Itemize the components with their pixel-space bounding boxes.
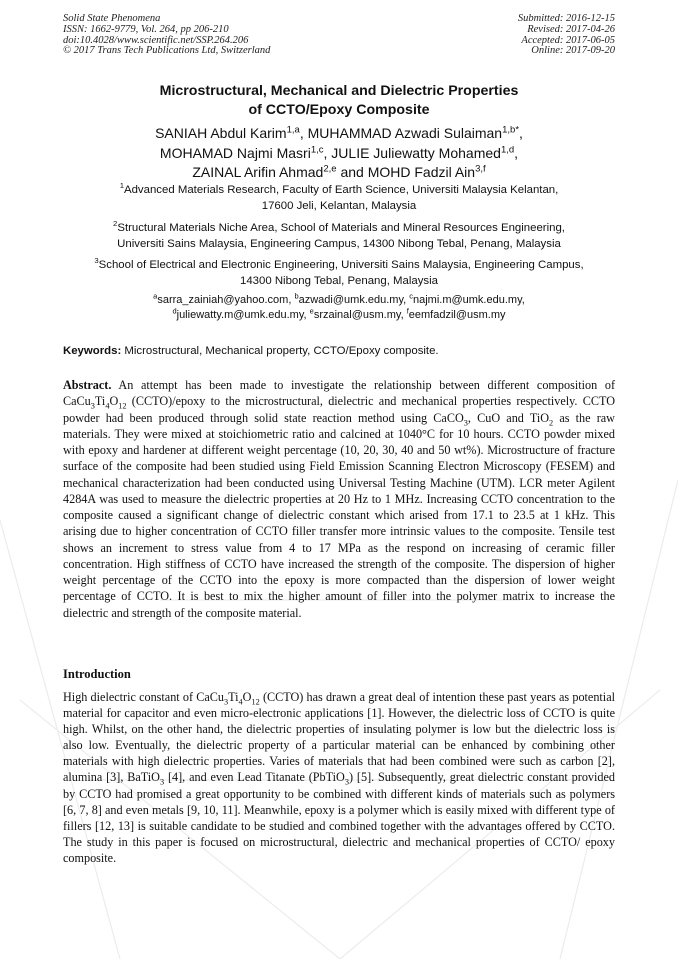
keywords-label: Keywords: — [63, 345, 122, 357]
introduction-body: High dielectric constant of $CaCu_3Ti_4O_{12}$ (CCTO) has drawn a great deal of intention these past years as potential material for capacitor and even micro-electronic applications [1]. However, the dielectric loss of CCTO is quite high. Whilst, on the other hand, the dielectric properties of insulating polymer is low but the dielectric loss is also low. Eventually, the dielectric property of a particular material can be enhanced by combining other materials with high dielectric properties. Varies of materials that had been combined were such as carbon [2], alumina [3], BaTiO$_3$ [4], and even Lead Titanate (PbTiO$_3$) [5]. Subsequently, great dielectric constant provided by CCTO had promised a great opportunity to be combined with different kinds of materials such as polymers [6, 7, 8] and even metals [9, 10, 11]. Meanwhile, epoxy is a polymer which is easily mixed with different type of fillers [12, 13] is suitable candidate to be studied and combined together with the advantages offered by CCTO. The study in this paper is focused on microstructural, dielectric and mechanical properties of CCTO/ epoxy composite. — [63, 690, 615, 865]
keywords-text: Microstructural, Mechanical property, CCTO/Epoxy composite. — [124, 345, 439, 357]
email-link[interactable]: azwadi@umk.edu.my, — [298, 294, 407, 306]
introduction-heading: Introduction — [63, 667, 131, 681]
keywords — [63, 344, 619, 359]
online-date: Online: 2017-09-20 — [531, 45, 615, 57]
email-link[interactable]: sarra_zainiah@yahoo.com, — [157, 294, 292, 306]
abstract: Abstract. An attempt has been made to investigate the relationship between different composition of $CaCu_3Ti_4O_{12}$ (CCTO)/epoxy to the microstructural, dielectric and mechanical properties respectively. CCTO powder had been produced through solid state reaction method using CaCO$_3$, CuO and TiO$_2$ as the raw materials. They were mixed at stoichiometric ratio and calcined at 1040°C for 10 hours. CCTO powder mixed with epoxy and hardener at different weight percentage (10, 20, 30, 40 and 50 wt%). Microstructure of fracture surface of the composite had been studied using Field Emission Scanning Electron Microscopy (FESEM) and mechanical characterization had been conducted using Universal Testing Machine (UTM). LCR meter Agilent 4284A was used to measure the dielectric properties at 20 Hz to 1 MHz. Increasing CCTO concentration to the composite caused a significant change of dielectric constant which arised from 17.1 to 23.5 at 1 kHz. This arising due to higher concentration of CCTO filler transfer more intrinsic values to the composite. Tensile test shows an increment to stress value from 4 to 17 MPa as the respond on increasing of ceramic filler concentration. High stiffness of CCTO have increased the strength of the composite. The dispersion of higher weight percentage of the CCTO into the epoxy is more compacted than the dispersion of lower weight percentage of CCTO. It is best to mix the higher amount of filler into the polymer matrix to increase the dielectric and strength of the composite material. — [63, 378, 615, 620]
affiliation-1: $^1$Advanced Materials Research, Faculty of Earth Science, Universiti Malaysia Kelantan, 17600 Jeli, Kelantan, Malaysia — [119, 181, 559, 212]
author-affiliation-mark: 1,b* — [502, 124, 520, 136]
issn-line: ISSN: 1662-9779, Vol. 264, pp 206-210 — [63, 23, 229, 35]
author-list — [60, 124, 618, 183]
affiliation-2: $^2$Structural Materials Niche Area, School of Materials and Mineral Resources Engineering, Universiti Sains Malaysia, Engineering Campus, 14300 Nibong Tebal, Penang, Malaysia — [113, 219, 565, 250]
author-affiliation-mark: 2,e — [323, 163, 337, 175]
author-name: MOHD Fadzil Ain — [367, 164, 476, 180]
submitted-date: Submitted: 2016-12-15 — [517, 13, 615, 24]
copyright-line: © 2017 Trans Tech Publications Ltd, Switzerland — [63, 45, 271, 57]
email-link[interactable]: juliewatty.m@umk.edu.my, — [176, 308, 307, 321]
authors-line-3: ZAINAL Arifin Ahmad$^{2,e}$ and MOHD Fadzil Ain$^{3,f}$ — [192, 163, 486, 180]
doi-line: doi:10.4028/www.scientific.net/SSP.264.206 — [63, 34, 249, 46]
email-link[interactable]: najmi.m@umk.edu.my, — [412, 294, 525, 306]
authors-line-1: SANIAH Abdul Karim$^{1,a}$, MUHAMMAD Azwadi Sulaiman$^{1,b*}$, — [155, 124, 523, 141]
authors-line-2: MOHAMAD Najmi Masri$^{1,c}$, JULIE Juliewatty Mohamed$^{1,d}$, — [159, 143, 519, 161]
author-name: ZAINAL Arifin Ahmad — [192, 164, 324, 180]
revised-date: Revised: 2017-04-26 — [527, 23, 615, 35]
author-name: MOHAMAD Najmi Masri — [159, 144, 311, 161]
author-affiliation-mark: 1,c — [310, 143, 324, 155]
email-link[interactable]: srzainal@usm.my, — [313, 308, 404, 321]
author-emails: $^a$sarra_zainiah@yahoo.com, $^b$azwadi@umk.edu.my, $^c$najmi.m@umk.edu.my, $^d$juliewatty.m@umk.edu.my, $^e$srzainal@usm.my, $^f$eemfadzil@usm.my — [153, 291, 525, 321]
author-affiliation-mark: 1,d — [500, 143, 515, 155]
author-name: SANIAH Abdul Karim — [155, 125, 287, 141]
author-name: MUHAMMAD Azwadi Sulaiman — [307, 125, 503, 141]
affiliation-3: $^3$School of Electrical and Electronic Engineering, Universiti Sains Malaysia, Engineering Campus, 14300 Nibong Tebal, Penang, Malaysia — [94, 256, 584, 287]
author-affiliation-mark: 3,f — [475, 163, 486, 175]
journal-info — [63, 14, 270, 57]
author-affiliation-mark: 1,a — [286, 124, 300, 136]
author-name: JULIE Juliewatty Mohamed — [331, 144, 501, 161]
accepted-date: Accepted: 2017-06-05 — [521, 34, 615, 46]
abstract-label: Abstract. — [63, 378, 112, 392]
journal-name: Solid State Phenomena — [63, 13, 161, 24]
publication-dates — [518, 14, 615, 57]
email-link[interactable]: eemfadzil@usm.my — [408, 308, 506, 321]
title-line-2: of CCTO/Epoxy Composite — [248, 102, 430, 118]
paper-title — [60, 82, 618, 120]
title-line-1: Microstructural, Mechanical and Dielectric Properties — [159, 83, 519, 99]
